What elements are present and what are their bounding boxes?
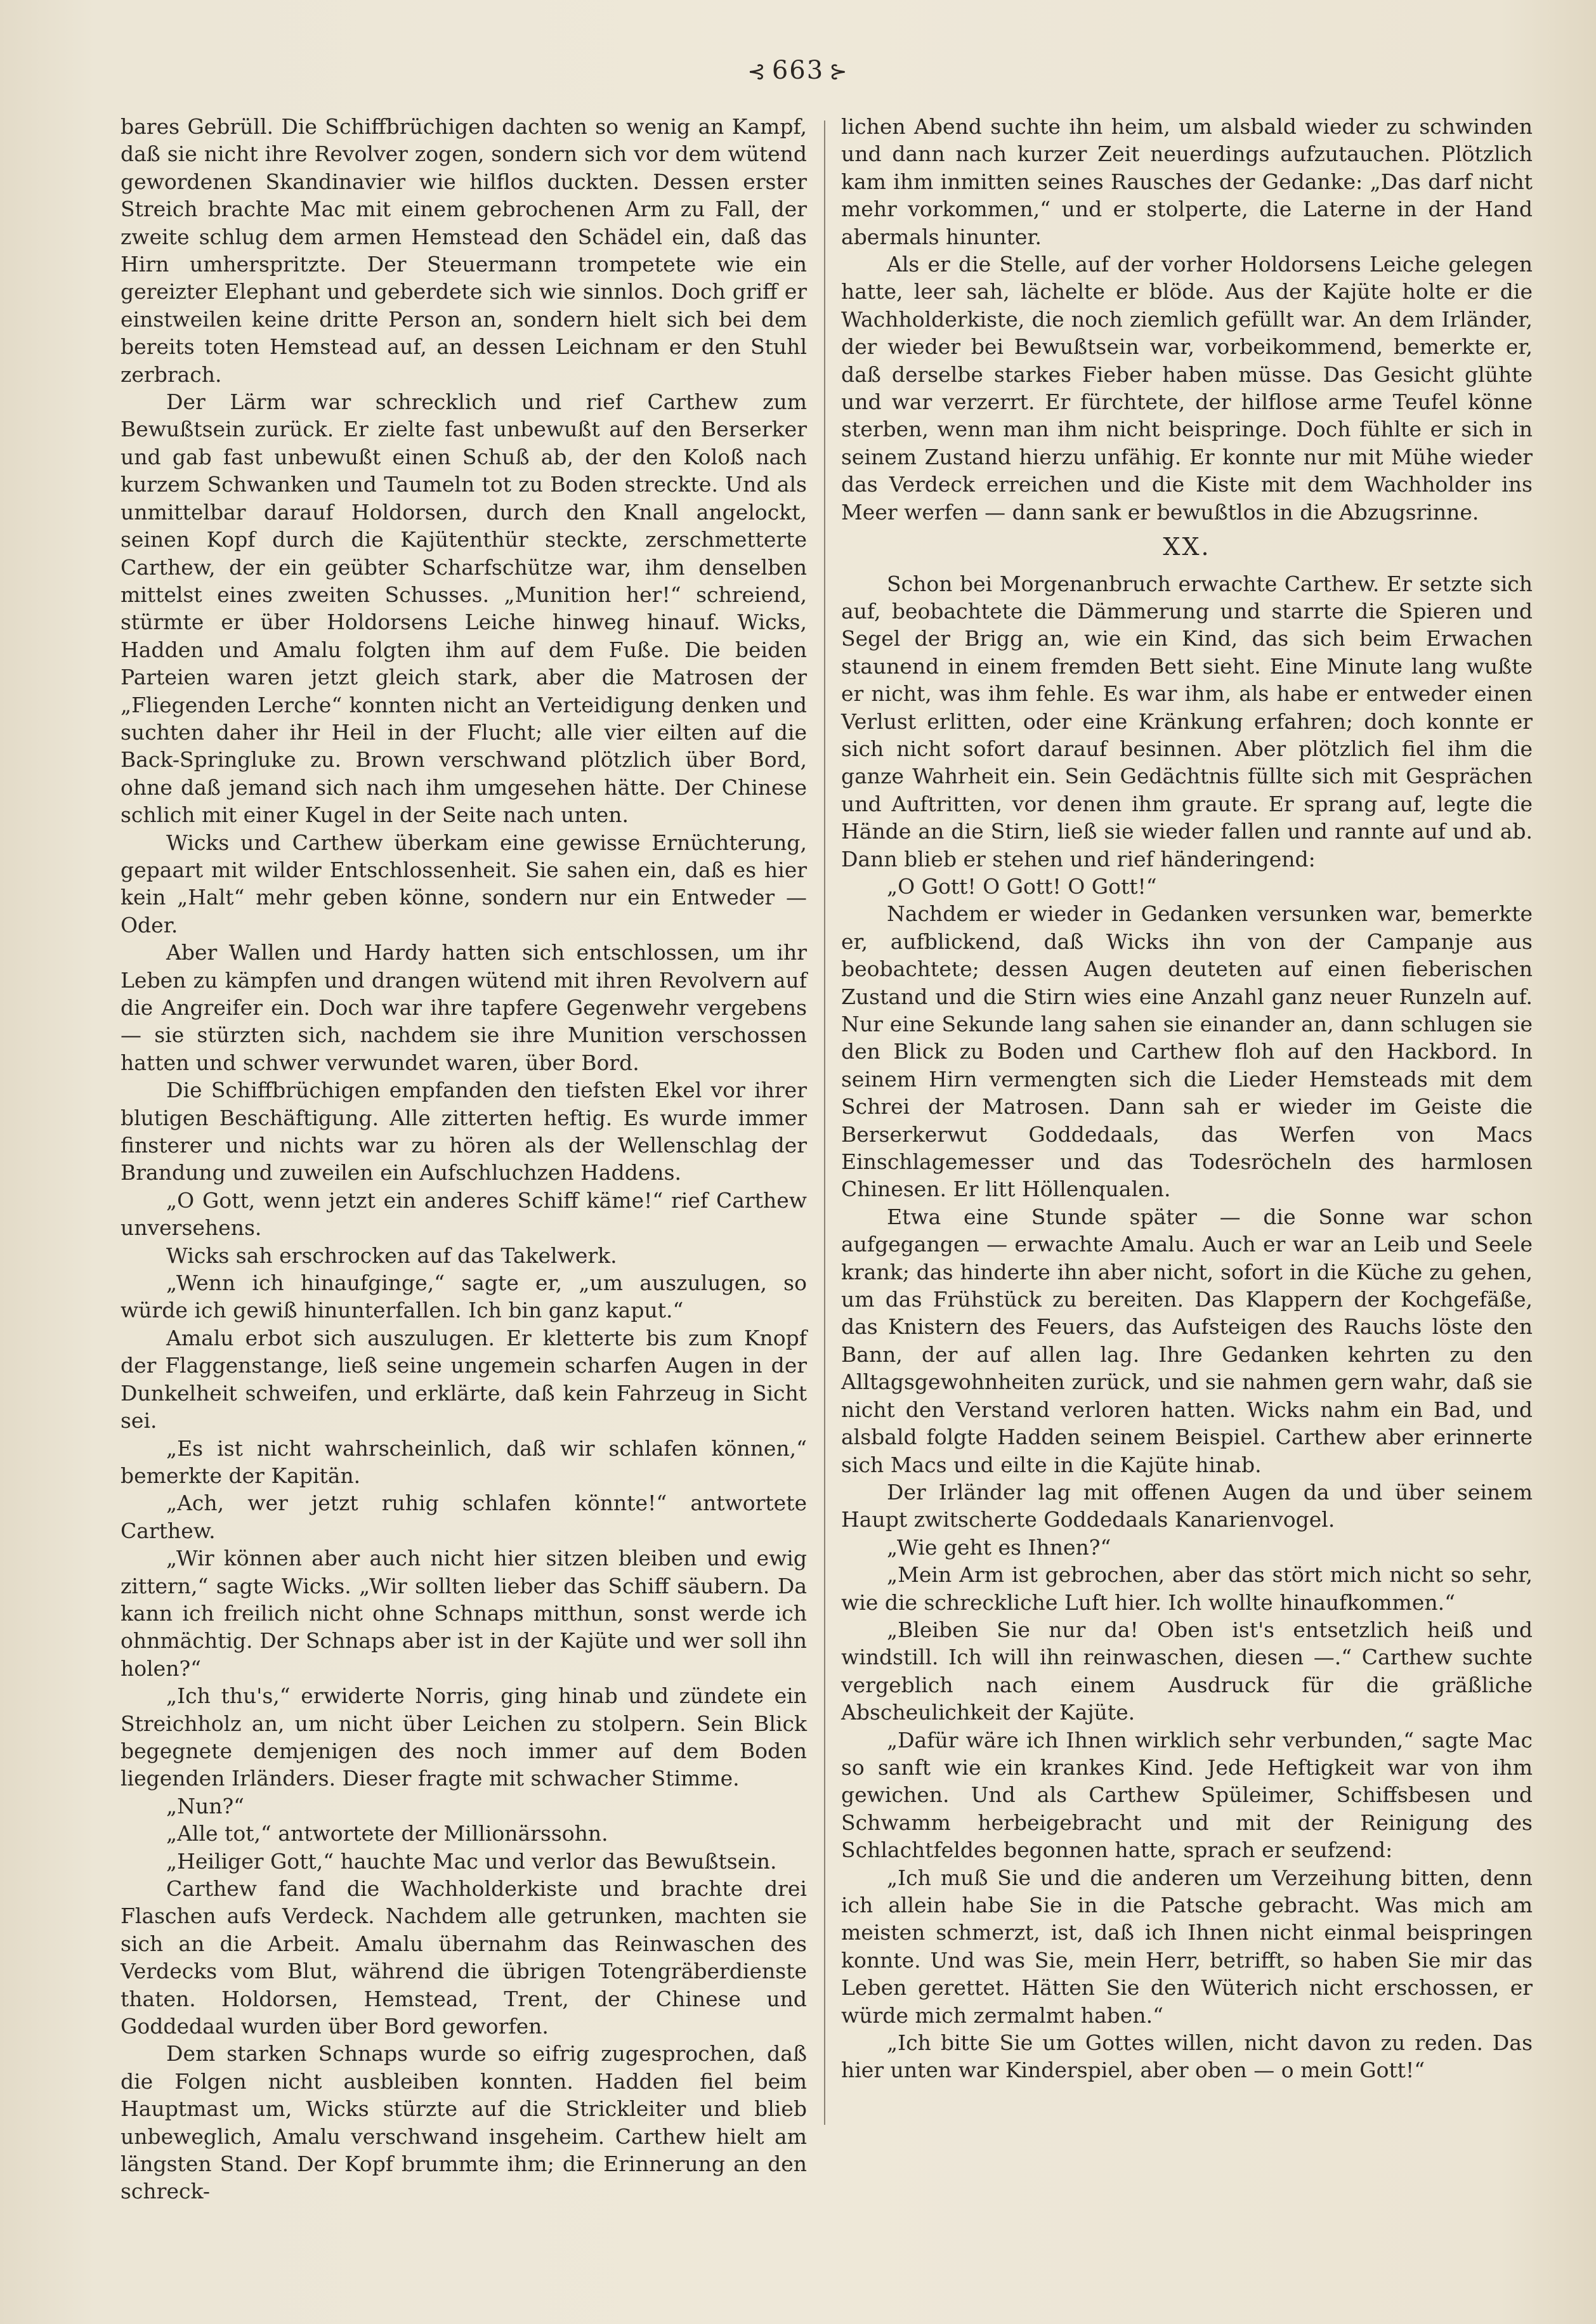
paragraph: lichen Abend suchte ihn heim, um alsbald wieder zu schwinden und dann nach kurzer Zeit neuerdings aufzutauchen. Plötzlich kam ihm inmitten seines Rausches der Gedanke: „Das darf nicht mehr vorkommen,“ und er stolperte, die Laterne in der Hand abermals hinunter. bbox=[841, 114, 1533, 249]
paragraph: Etwa eine Stunde später — die Sonne war schon aufgegangen — erwachte Amalu. Auch er war an Leib und Seele krank; das hinderte ihn aber nicht, sofort in die Küche zu gehen, um das Frühstück zu bereiten. Das Klappern der Kochgefäße, das Knistern des Feuers, das Aufsteigen des Rauchs löste den Bann, der auf allen lag. Ihre Gedanken kehrten zu den Alltagsgewohnheiten zurück, und sie nahmen gern wahr, daß sie nicht den Verstand verloren hatten. Wicks nahm ein Bad, und alsbald folgte Hadden seinem Beispiel. Carthew aber erinnerte sich Macs und eilte in die Kajüte hinab. bbox=[841, 1204, 1533, 1477]
paragraph: „Mein Arm ist gebrochen, aber das stört mich nicht so sehr, wie die schreckliche Luft hier. Ich wollte hinaufkommen.“ bbox=[841, 1562, 1533, 1615]
paragraph: „Ich muß Sie und die anderen um Verzeihung bitten, denn ich allein habe Sie in die Patsche gebracht. Was mich am meisten schmerzt, ist, daß ich Ihnen nicht einmal beispringen konnte. Und was Sie, mein Herr, betrifft, so haben Sie mir das Leben gerettet. Hätten Sie den Wüterich nicht erschossen, er würde mich zermalmt haben.“ bbox=[841, 1865, 1533, 2028]
paragraph: „Nun?“ bbox=[166, 1793, 245, 1818]
paragraph: „O Gott, wenn jetzt ein anderes Schiff käme!“ rief Carthew unversehens. bbox=[121, 1187, 807, 1241]
paragraph: Der Lärm war schrecklich und rief Carthew zum Bewußtsein zurück. Er zielte fast unbewußt auf den Berserker und gab fast unbewußt einen Schuß ab, der den Koloß nach kurzem Schwanken und Taumeln tot zu Boden streckte. Und als unmittelbar darauf Holdorsen, durch den Knall angelockt, seinen Kopf durch die Kajütenthür steckte, zerschmetterte Carthew, der ein geübter Scharfschütze war, ihm denselben mittelst eines zweiten Schusses. „Munition her!“ schreiend, stürmte er über Holdorsens Leiche hinweg hinauf. Wicks, Hadden und Amalu folgten ihm auf dem Fuße. Die beiden Parteien waren jetzt gleich stark, aber die Matrosen der „Fliegenden Lerche“ konnten nicht an Verteidigung denken und suchten daher ihr Heil in der Flucht; alle vier eilten auf die Back-Springluke zu. Brown verschwand plötzlich über Bord, ohne daß jemand sich nach ihm umgesehen hätte. Der Chinese schlich mit einer Kugel in der Seite nach unten. bbox=[121, 389, 807, 828]
left-text-column bbox=[121, 113, 807, 2204]
paragraph: Als er die Stelle, auf der vorher Holdorsens Leiche gelegen hatte, leer sah, lächelte er blöde. Aus der Kajüte holte er die Wachholderkiste, die noch ziemlich gefüllt war. An dem Irländer, der wieder bei Bewußtsein war, vorbeikommend, bemerkte er, daß derselbe starkes Fieber haben müsse. Das Gesicht glühte und war verzerrt. Er fürchtete, der hilflose arme Teufel könne sterben, wenn man ihm nicht beispringe. Doch fühlte er sich in seinem Zustand hierzu unfähig. Er konnte nur mit Mühe wieder das Verdeck erreichen und die Kiste mit dem Wachholder ins Meer werfen — dann sank er bewußtlos in die Abzugsrinne. bbox=[841, 252, 1533, 525]
paragraph: „O Gott! O Gott! O Gott!“ bbox=[887, 873, 1157, 899]
paragraph: Dem starken Schnaps wurde so eifrig zugesprochen, daß die Folgen nicht ausbleiben konnten. Hadden fiel beim Hauptmast um, Wicks stürzte auf die Strickleiter und blieb unbeweglich, Amalu verschwand insgeheim. Carthew hielt am längsten Stand. Der Kopf brummte ihm; die Erinnerung an den schreck- bbox=[121, 2041, 807, 2204]
paragraph: „Heiliger Gott,“ hauchte Mac und verlor das Bewußtsein. bbox=[166, 1848, 777, 1874]
page-number-text: 663 bbox=[771, 56, 825, 85]
paragraph: „Ich bitte Sie um Gottes willen, nicht davon zu reden. Das hier unten war Kinderspiel, aber oben — o mein Gott!“ bbox=[841, 2030, 1533, 2083]
paragraph: „Wie geht es Ihnen?“ bbox=[887, 1534, 1111, 1560]
paragraph: Wicks und Carthew überkam eine gewisse Ernüchterung, gepaart mit wilder Entschlossenheit. Sie sahen ein, daß es hier kein „Halt“ mehr geben könne, sondern nur ein Entweder — Oder. bbox=[121, 830, 807, 937]
paragraph: „Es ist nicht wahrscheinlich, daß wir schlafen können,“ bemerkte der Kapitän. bbox=[121, 1435, 807, 1488]
paragraph: „Bleiben Sie nur da! Oben ist's entsetzlich heiß und windstill. Ich will ihn reinwaschen, diesen —.“ Carthew suchte vergeblich nach einem Ausdruck für die gräßliche Abscheulichkeit der Kajüte. bbox=[841, 1617, 1533, 1725]
column-divider bbox=[824, 121, 825, 2125]
paragraph: Schon bei Morgenanbruch erwachte Carthew. Er setzte sich auf, beobachtete die Dämmerung und starrte die Spieren und Segel der Brigg an, wie ein Kind, das sich beim Erwachen staunend in einem fremden Bett sieht. Eine Minute lang wußte er nicht, was ihm fehle. Es war ihm, als habe er entweder einen Verlust erlitten, oder eine Kränkung erfahren; doch konnte er sich nicht sofort darauf besinnen. Aber plötzlich fiel ihm die ganze Wahrheit ein. Sein Gedächtnis füllte sich mit Gesprächen und Auftritten, vor denen ihm graute. Er sprang auf, legte die Hände an die Stirn, ließ sie wieder fallen und rannte auf und ab. Dann blieb er stehen und rief händeringend: bbox=[841, 571, 1533, 872]
paragraph: Wicks sah erschrocken auf das Takelwerk. bbox=[166, 1243, 617, 1268]
ornament-right: ⊱ bbox=[829, 59, 849, 84]
right-text-column bbox=[841, 113, 1533, 2130]
paragraph: „Alle tot,“ antwortete der Millionärssohn. bbox=[166, 1821, 608, 1846]
paragraph: bares Gebrüll. Die Schiffbrüchigen dachten so wenig an Kampf, daß sie nicht ihre Revolver zogen, sondern sich vor dem wütend gewordenen Skandinavier wie hilflos duckten. Dessen erster Streich brachte Mac mit einem gebrochenen Arm zu Fall, der zweite schlug dem armen Hemstead den Schädel ein, daß das Hirn umherspritzte. Der Steuermann trompetete wie ein gereizter Elephant und geberdete sich wie sinnlos. Doch griff er einstweilen keine dritte Person an, sondern hielt sich bei dem bereits toten Hemstead auf, an dessen Leichnam er den Stuhl zerbrach. bbox=[121, 114, 807, 387]
paragraph: „Wir können aber auch nicht hier sitzen bleiben und ewig zittern,“ sagte Wicks. „Wir sollten lieber das Schiff säubern. Da kann ich freilich nicht ohne Schnaps mitthun, sonst werde ich ohnmächtig. Der Schnaps aber ist in der Kajüte und wer soll ihn holen?“ bbox=[121, 1546, 807, 1681]
paragraph: Die Schiffbrüchigen empfanden den tiefsten Ekel vor ihrer blutigen Beschäftigung. Alle zitterten heftig. Es wurde immer finsterer und nichts war zu hören als der Wellenschlag der Brandung und zuweilen ein Aufschluchzen Haddens. bbox=[121, 1078, 807, 1185]
paragraph: „Dafür wäre ich Ihnen wirklich sehr verbunden,“ sagte Mac so sanft wie ein krankes Kind. Jede Heftigkeit war von ihm gewichen. Und als Carthew Spüleimer, Schiffsbesen und Schwamm herbeigebracht und mit der Reinigung des Schlachtfeldes begonnen hatte, sprach er seufzend: bbox=[841, 1727, 1533, 1863]
paragraph: „Ach, wer jetzt ruhig schlafen könnte!“ antwortete Carthew. bbox=[121, 1491, 807, 1543]
paragraph: Amalu erbot sich auszulugen. Er kletterte bis zum Knopf der Flaggenstange, ließ seine ungemein scharfen Augen in der Dunkelheit schweifen, und erklärte, daß kein Fahrzeug in Sicht sei. bbox=[121, 1325, 807, 1433]
paragraph: Der Irländer lag mit offenen Augen da und über seinem Haupt zwitscherte Goddedaals Kanarienvogel. bbox=[841, 1479, 1533, 1532]
ornament-left: ⊰ bbox=[747, 59, 767, 84]
chapter-heading: XX. bbox=[1163, 533, 1211, 561]
paragraph: „Wenn ich hinaufginge,“ sagte er, „um auszulugen, so würde ich gewiß hinunterfallen. Ich bin ganz kaput.“ bbox=[121, 1270, 807, 1323]
paragraph: „Ich thu's,“ erwiderte Norris, ging hinab und zündete ein Streichholz an, um nicht über Leichen zu stolpern. Sein Blick begegnete demjenigen des noch immer auf dem Boden liegenden Irländers. Dieser fragte mit schwacher Stimme. bbox=[121, 1683, 807, 1791]
page-number bbox=[0, 56, 1596, 85]
paragraph: Carthew fand die Wachholderkiste und brachte drei Flaschen aufs Verdeck. Nachdem alle getrunken, machten sie sich an die Arbeit. Amalu übernahm das Reinwaschen des Verdecks vom Blut, während die übrigen Totengräberdienste thaten. Holdorsen, Hemstead, Trent, der Chinese und Goddedaal wurden über Bord geworfen. bbox=[121, 1876, 807, 2039]
paragraph: Nachdem er wieder in Gedanken versunken war, bemerkte er, aufblickend, daß Wicks ihn von der Campanje aus beobachtete; dessen Augen deuteten auf einen fieberischen Zustand und die Stirn wies eine Anzahl ganz neuer Runzeln auf. Nur eine Sekunde lang sahen sie einander an, dann schlugen sie den Blick zu Boden und Carthew floh auf den Hackbord. In seinem Hirn vermengten sich die Lieder Hemsteads mit dem Schrei der Matrosen. Dann sah er wieder im Geiste die Berserkerwut Goddedaals, das Werfen von Macs Einschlagemesser und das Todesröcheln des harmlosen Chinesen. Er litt Höllenqualen. bbox=[841, 901, 1533, 1202]
paragraph: Aber Wallen und Hardy hatten sich entschlossen, um ihr Leben zu kämpfen und drangen wütend mit ihren Revolvern auf die Angreifer ein. Doch war ihre tapfere Gegenwehr vergebens — sie stürzten sich, nachdem sie ihre Munition verschossen hatten und schwer verwundet waren, über Bord. bbox=[121, 940, 807, 1075]
